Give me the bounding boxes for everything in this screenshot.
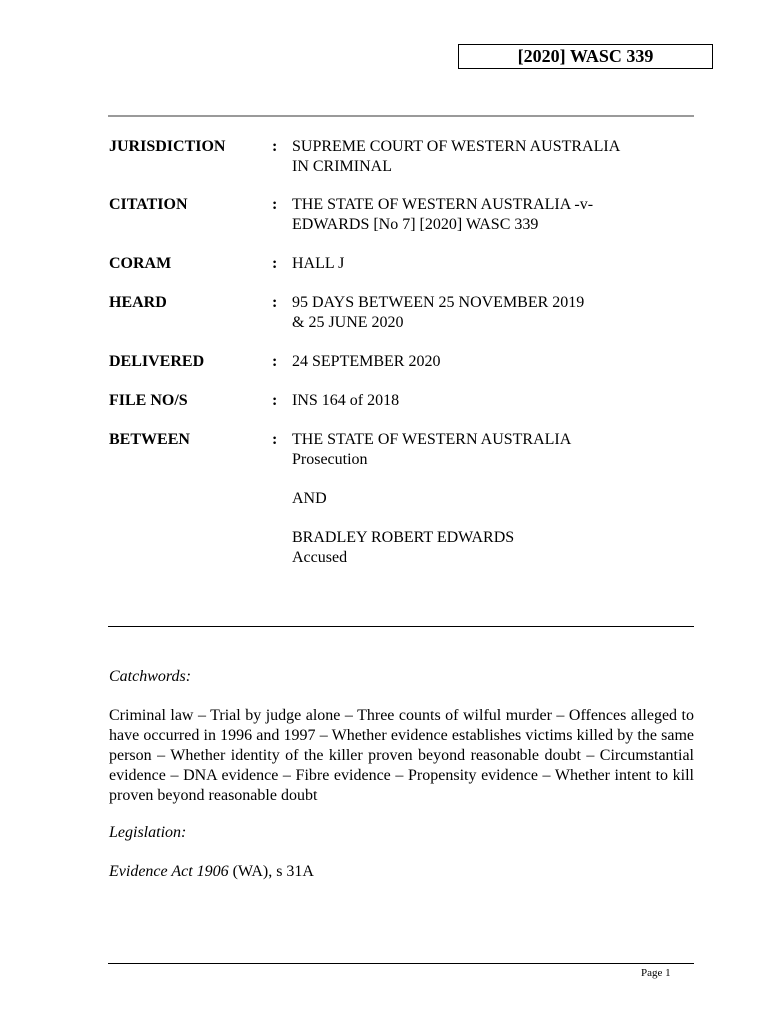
- field-colon: :: [272, 196, 278, 213]
- field-value: [292, 195, 692, 235]
- field-label: HEARD: [109, 294, 167, 311]
- value-line: 95 DAYS BETWEEN 25 NOVEMBER 2019: [292, 294, 585, 311]
- spacer: [292, 509, 692, 528]
- field-colon: :: [272, 255, 278, 272]
- accused-party-name: BRADLEY ROBERT EDWARDS: [292, 529, 515, 546]
- value-line: INS 164 of 2018: [292, 392, 400, 409]
- field-label: CITATION: [109, 196, 188, 213]
- legislation-heading: Legislation:: [109, 824, 187, 841]
- field-value: [292, 137, 692, 177]
- section-divider: [108, 626, 694, 627]
- value-line: IN CRIMINAL: [292, 158, 392, 175]
- spacer: [292, 470, 692, 489]
- act-name: Evidence Act 1906: [109, 863, 229, 880]
- prosecution-party-role: Prosecution: [292, 451, 368, 468]
- field-label: BETWEEN: [109, 431, 190, 448]
- catchwords-heading: Catchwords:: [109, 668, 192, 685]
- field-colon: :: [272, 138, 278, 155]
- field-colon: :: [272, 431, 278, 448]
- parties: [292, 430, 692, 568]
- field-label: JURISDICTION: [109, 138, 226, 155]
- page-number: Page 1: [641, 967, 671, 979]
- accused-party-role: Accused: [292, 549, 348, 566]
- field-value: [292, 254, 692, 274]
- catchwords-text: Criminal law – Trial by judge alone – Three counts of wilful murder – Offences alleged to have occurred in 1996 and 1997 – Whether evidence establishes victims killed by the same person – Whether identity of the killer proven beyond reasonable doubt – Circumstantial evidence – DNA evidence – Fibre evidence – Propensity evidence – Whether intent to kill proven beyond reasonable doubt: [109, 707, 694, 804]
- header-divider: [108, 115, 694, 117]
- field-colon: :: [272, 392, 278, 409]
- act-details: (WA), s 31A: [228, 863, 314, 880]
- value-line: HALL J: [292, 255, 345, 272]
- footer-divider: [108, 963, 694, 964]
- and-separator: AND: [292, 490, 327, 507]
- field-label: CORAM: [109, 255, 172, 272]
- field-colon: :: [272, 353, 278, 370]
- value-line: & 25 JUNE 2020: [292, 314, 404, 331]
- case-citation-header: [2020] WASC 339: [458, 44, 713, 69]
- field-label: DELIVERED: [109, 353, 205, 370]
- field-value: [292, 352, 692, 372]
- value-line: EDWARDS [No 7] [2020] WASC 339: [292, 216, 539, 233]
- field-label: FILE NO/S: [109, 392, 188, 409]
- field-value: [292, 293, 692, 333]
- legislation-entry: [109, 862, 694, 882]
- value-line: THE STATE OF WESTERN AUSTRALIA -v-: [292, 196, 594, 213]
- value-line: 24 SEPTEMBER 2020: [292, 353, 441, 370]
- field-colon: :: [272, 294, 278, 311]
- prosecution-party-name: THE STATE OF WESTERN AUSTRALIA: [292, 431, 572, 448]
- value-line: SUPREME COURT OF WESTERN AUSTRALIA: [292, 138, 621, 155]
- field-value: [292, 391, 692, 411]
